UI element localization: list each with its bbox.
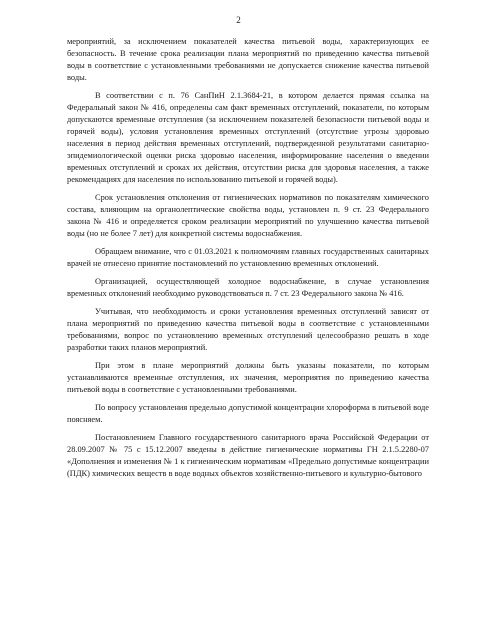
paragraph-9: Постановлением Главного государственного санитарного врача Российской Федерации от 28.09.2007 № 75 с 15.12.2007 введены в действие гигиенические нормативы ГН 2.1.5.2280-07 «Дополнения и изменения № 1 к гигиеническим нормативам «Предельно допустимые концентрации (ПДК) химических веществ в воде водных объектов хозяйственно-питьевого и культурно-бытового xyxy=(67,433,429,478)
paragraph-3: Срок установления отклонения от гигиенических нормативов по показателям химического состава, влияющим на органолептические свойства воды, установлен п. 9 ст. 23 Федерального закона № 416 и определяется сроком реализации мероприятий по улучшению качества питьевой воды (но не более 7 лет) для конкретной системы водоснабжения. xyxy=(67,193,429,238)
paragraph-8: По вопросу установления предельно допустимой концентрации хлороформа в питьевой воде поясняем. xyxy=(67,403,429,424)
paragraph-6: Учитывая, что необходимость и сроки установления временных отступлений зависят от плана мероприятий по приведению качества питьевой воды в соответствие с установленными требованиями, вопрос по установлению временных отступлений целесообразно решать в ходе разработки таких планов мероприятий. xyxy=(67,307,429,352)
paragraph-5: Организацией, осуществляющей холодное водоснабжение, в случае установления временных отклонений необходимо руководствоваться п. 7 ст. 23 Федерального закона № 416. xyxy=(67,277,429,298)
document-body xyxy=(67,36,429,486)
page-number: 2 xyxy=(236,15,241,25)
paragraph-4: Обращаем внимание, что с 01.03.2021 к полномочиям главных государственных санитарных врачей не отнесено принятие постановлений по установлению временных отклонений. xyxy=(67,247,429,268)
paragraph-2: В соответствии с п. 76 СанПиН 2.1.3684-21, в котором делается прямая ссылка на Федеральный закон № 416, определены сам факт временных отступлений, показатели, по которым допускаются временные отступления (за исключением показателей безопасности питьевой воды и горячей воды), условия установления временных отступлений (отсутствие угрозы здоровью населения в период действия временных отступлений, подтвержденной результатами санитарно-эпидемиологической оценки риска здоровью населения, информирование населения о введении временных отступлений и сроках их действия, отсутствии риска для здоровья населения, а также рекомендациях для населения по использованию питьевой и горячей воды). xyxy=(67,91,429,184)
paragraph-7: При этом в плане мероприятий должны быть указаны показатели, по которым устанавливаются временные отступления, их значения, мероприятия по приведению качества питьевой воды в соответствие с установленными требованиями. xyxy=(67,361,429,394)
paragraph-1: мероприятий, за исключением показателей качества питьевой воды, характеризующих ее безопасность. В течение срока реализации плана мероприятий по приведению качества питьевой воды в соответствие с установленными требованиями не допускается снижение качества питьевой воды. xyxy=(67,37,429,82)
